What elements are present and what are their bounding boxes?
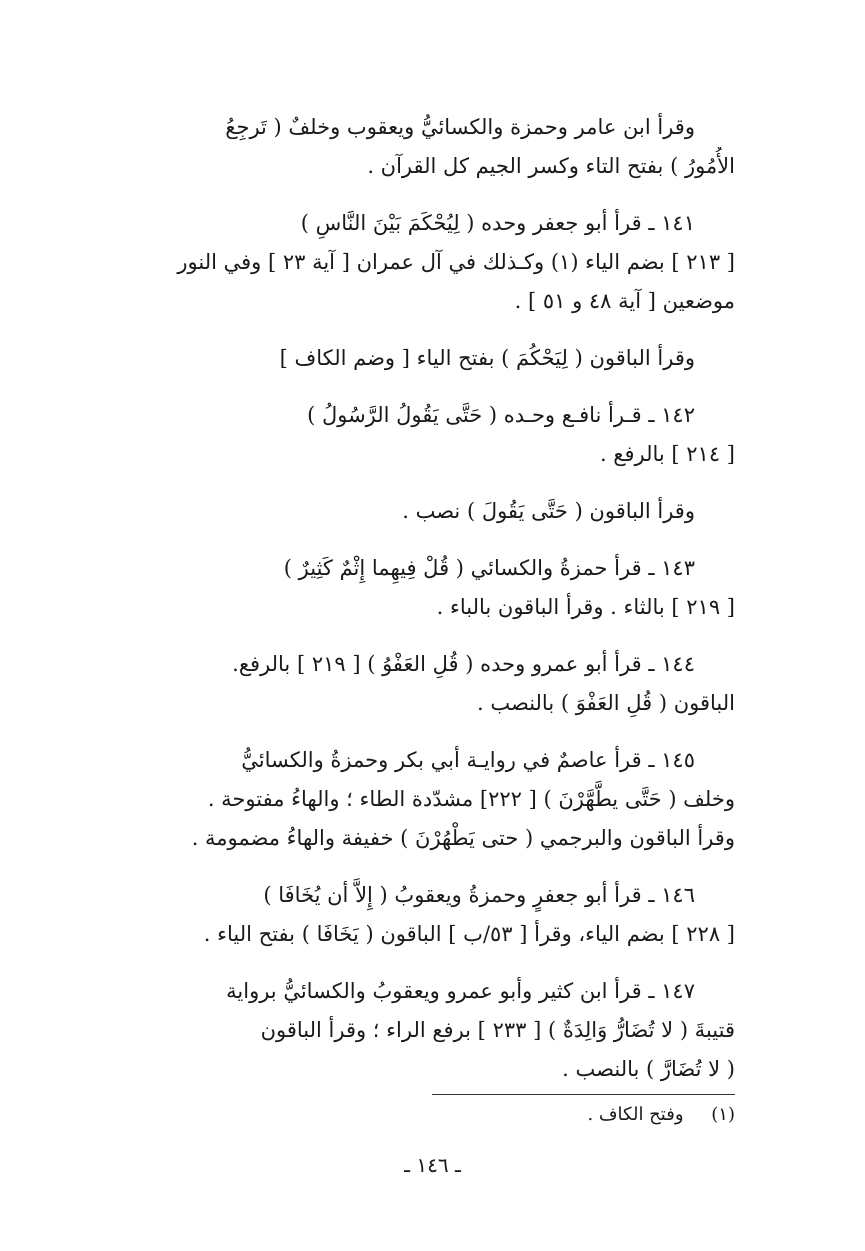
- text-line: الباقون ( قُلِ العَفْوَ ) بالنصب .: [477, 691, 735, 715]
- text-line: وقرأ الباقون ( حَتَّى يَقُولَ ) نصب .: [402, 499, 695, 523]
- footnote-divider: [432, 1094, 735, 1095]
- text-line: ١٤٢ ـ قـرأ نافـع وحـده ( حَتَّى يَقُولُ الرَّسُولُ ): [307, 403, 695, 427]
- text-line: ١٤١ ـ قرأ أبو جعفر وحده ( لِيُحْكَمَ بَيْنَ النَّاسِ ): [300, 211, 695, 235]
- text-line: ١٤٧ ـ قرأ ابن كثير وأبو عمرو ويعقوبُ والكسائيُّ برواية: [226, 979, 695, 1003]
- paragraph-143: [95, 549, 735, 627]
- paragraph-intro: [95, 108, 735, 186]
- text-line: موضعين [ آية ٤٨ و ٥١ ] .: [514, 289, 735, 313]
- paragraph-142: [95, 396, 735, 474]
- text-line: وقرأ الباقون ( لِيَحْكُمَ ) بفتح الياء [ وضم الكاف ]: [279, 346, 695, 370]
- text-line: الأُمُورُ ) بفتح التاء وكسر الجيم كل القرآن .: [367, 154, 735, 178]
- footnote-text: وفتح الكاف .: [587, 1104, 684, 1125]
- page-number: ـ ١٤٦ ـ: [404, 1153, 461, 1177]
- text-line: ١٤٦ ـ قرأ أبو جعفرٍ وحمزةُ ويعقوبُ ( إِلاَّ أن يُخَافَا ): [263, 883, 695, 907]
- text-line: وقرأ الباقون والبرجمي ( حتى يَطْهُرْنَ ) خفيفة والهاءُ مضمومة .: [191, 826, 735, 850]
- text-line: ( لا تُضَارَّ ) بالنصب .: [562, 1057, 735, 1081]
- text-line: ١٤٤ ـ قرأ أبو عمرو وحده ( قُلِ العَفْوُ ) [ ٢١٩ ] بالرفع.: [232, 652, 695, 676]
- paragraph-147: [95, 972, 735, 1089]
- text-line: وقرأ ابن عامر وحمزة والكسائيُّ ويعقوب وخلفٌ ( تَرجِعُ: [225, 115, 695, 139]
- text-line: [ ٢٢٨ ] بضم الياء، وقرأ [ ٥٣/ب ] الباقون ( يَخَافَا ) بفتح الياء .: [203, 922, 735, 946]
- text-line: ١٤٥ ـ قرأ عاصمٌ في روايـة أبي بكر وحمزةُ والكسائيُّ: [241, 748, 695, 772]
- text-line: [ ٢١٤ ] بالرفع .: [599, 442, 735, 466]
- text-line: قتيبةَ ( لا تُضَارُّ وَالِدَةٌ ) [ ٢٣٣ ] برفع الراء ؛ وقرأ الباقون: [260, 1018, 735, 1042]
- paragraph-142-rest: [95, 492, 735, 531]
- paragraph-141-rest: [95, 339, 735, 378]
- paragraph-145: [95, 741, 735, 858]
- main-text: [95, 108, 735, 1107]
- paragraph-146: [95, 876, 735, 954]
- paragraph-144: [95, 645, 735, 723]
- footnote-mark: (١): [711, 1104, 735, 1125]
- paragraph-141: [95, 204, 735, 321]
- text-line: [ ٢١٣ ] بضم الياء (١) وكـذلك في آل عمران [ آية ٢٣ ] وفي النور: [177, 250, 735, 274]
- footnote: [95, 1100, 735, 1130]
- text-line: وخلف ( حَتَّى يطَّهَّرْنَ ) [ ٢٢٢] مشدّدة الطاء ؛ والهاءُ مفتوحة .: [207, 787, 735, 811]
- text-line: [ ٢١٩ ] بالثاء . وقرأ الباقون بالباء .: [436, 595, 735, 619]
- text-line: ١٤٣ ـ قرأ حمزةُ والكسائي ( قُلْ فِيهِما إِثْمٌ كَثِيرٌ ): [283, 556, 695, 580]
